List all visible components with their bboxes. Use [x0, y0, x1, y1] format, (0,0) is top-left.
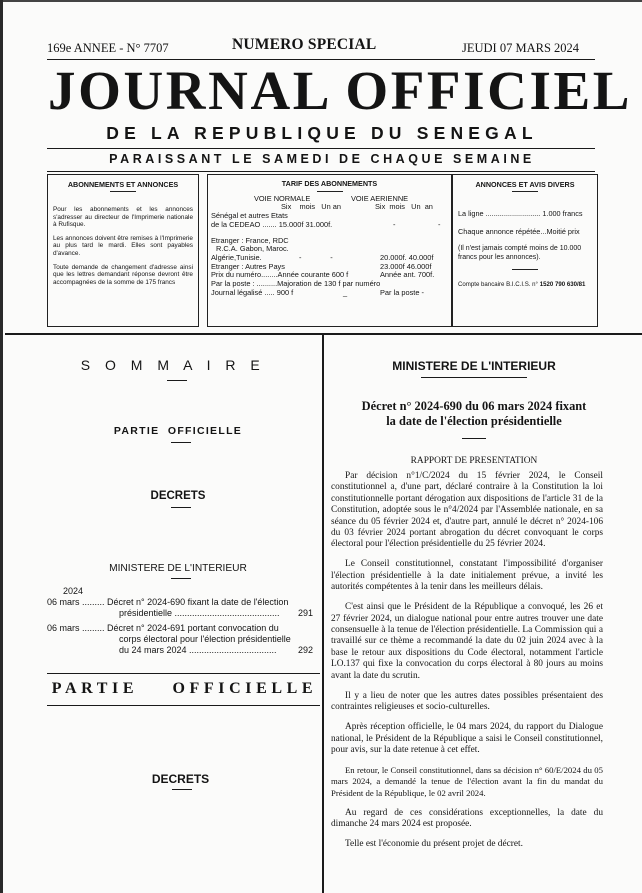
partie-rule-bottom [47, 705, 320, 706]
tarif-autres-aerienne: 23.000f 46.000f [380, 261, 432, 271]
tarif-subheader-normal: Six mois Un an [281, 202, 341, 212]
tarif-row-etranger: Etranger : France, RDC [211, 235, 289, 245]
issue-number: 169e ANNEE - N° 7707 [47, 41, 169, 55]
decrets-summary: DECRETS [150, 490, 206, 502]
annonce-ligne-price: La ligne ........................... 1.000 francs [458, 209, 583, 218]
ministere-summary: MINISTERE DE L'INTERIEUR [109, 563, 247, 574]
tarif-algerie-normal: - - [299, 252, 333, 262]
issue-date: JEUDI 07 MARS 2024 [462, 41, 580, 55]
sommaire-dash [167, 380, 187, 381]
tarif-subheader-aerienne: Six mois Un an [375, 202, 433, 212]
paragraph-4: Il y a lieu de noter que les autres dates possibles présentaient des contraintes religieuses et socio-culturelles. [331, 690, 603, 713]
top-border [0, 0, 642, 2]
tarif-row-prix: Prix du numéro........Année courante 600 f [211, 270, 349, 280]
annonces-box [452, 174, 598, 327]
decret-title-line-2: la date de l'élection présidentielle [386, 414, 562, 428]
partie-dash [171, 442, 191, 443]
abonnements-text-2: Les annonces doivent être remises à l'Imprimerie au plus tard le mardi. Elles sont payables d'avance. [53, 234, 193, 257]
entry-2-line-2: corps électoral pour l'élection présidentielle [119, 634, 291, 644]
ministere-heading-rule [421, 377, 527, 378]
abonnements-text-1: Pour les abonnements et les annonces s'adresser au directeur de l'Imprimerie nationale à Rufisque. [53, 206, 193, 229]
decrets-heading: DECRETS [151, 772, 210, 786]
tarif-col-normal: VOIE NORMALE [254, 193, 311, 203]
compte-bancaire [458, 281, 592, 288]
main-top-rule [5, 333, 642, 335]
tarif-heading: TARIF DES ABONNEMENTS [281, 179, 378, 188]
paragraph-8: Telle est l'économie du présent projet de décret. [345, 839, 523, 850]
decret-title-line-1: Décret n° 2024-690 du 06 mars 2024 fixant [361, 399, 587, 413]
entry-1-date: 06 mars ......... [47, 597, 105, 607]
paragraph-3: C'est ainsi que le Président de la République a convoqué, les 26 et 27 février 2024, un dialogue national pour entre autres trouver une date consensuelle à la tenue de l'élection présidentielle. La Commission qui a travaillé sur ce thème a recommandé la date du 02 juin 2024 avec à la base le retour aux dispositions du Code électoral, notamment l'article LO.137 qui fixe la convocation du corps électoral à 80 jours au moins avant la date du scrutin. [331, 602, 603, 681]
decret-title-dash [462, 438, 486, 439]
paragraph-2: Le Conseil constitutionnel, constatant l'impossibilité d'organiser l'élection présidentielle à la date initialement prévue, a invité les autorités compétentes à la tenir dans les meilleurs délais. [331, 559, 603, 593]
compte-bancaire-label: Compte bancaire B.I.C.I.S. n° [458, 281, 540, 289]
heading-dash [317, 191, 343, 192]
tarif-row-legalise: Journal légalisé ..... 900 f [211, 287, 294, 297]
tarif-row-poste: Par la poste : ..........Majoration de 130 f par numéro [211, 279, 381, 289]
tarif-row-cedeao: de la CEDEAO ....... 15.000f 31.000f. [211, 219, 333, 229]
entry-1-page: 291 [298, 608, 314, 618]
journal-subtitle: DE LA REPUBLIQUE DU SENEGAL [106, 123, 538, 143]
entry-2-page: 292 [298, 645, 314, 655]
abonnements-box [47, 174, 199, 327]
entry-1-line-2: présidentielle .......................................... [119, 608, 280, 618]
tarif-cedeao-aer-1y: - [438, 219, 441, 229]
publication-frequency: PARAISSANT LE SAMEDI DE CHAQUE SEMAINE [109, 152, 535, 166]
journal-title: JOURNAL OFFICIEL [48, 60, 633, 121]
tarif-prix-anterieure: Année ant. 700f. [380, 270, 435, 280]
special-issue-label: NUMERO SPECIAL [232, 36, 377, 53]
tarif-col-aerienne: VOIE AERIENNE [351, 193, 409, 203]
entry-2-date: 06 mars ......... [47, 623, 105, 633]
paragraph-7: Au regard de ces considérations exceptionnelles, la date du dimanche 24 mars 2024 est proposée. [331, 807, 603, 830]
paragraph-1: Par décision n°1/C/2024 du 15 février 2024, le Conseil constitutionnel a, d'une part, déclaré contraire à la Constitution la loi constitutionnelle portant dérogation aux dispositions de l'article 31 de la Constitution, adoptée sous le n°4/2024 par l'Assemblée nationale, en sa séance du 05 février 2024 et, d'autre part, annulé le décret n° 2024-106 du 03 février 2024 portant abrogation du décret convoquant le corps électoral pour l'élection présidentielle du 25 février 2024. [331, 471, 603, 550]
subtitle-rule [47, 148, 595, 149]
abonnements-text-3: Toute demande de changement d'adresse ainsi que les lettres demandant réponse devront être accompagnées de la somme de 175 francs [53, 263, 193, 286]
tarif-row-senegal: Sénégal et autres Etats [211, 211, 288, 221]
paragraph-5: Après réception officielle, le 04 mars 2024, du rapport du Dialogue national, le Président de la République a saisi le Conseil constitutionnel, pour avis, sur la date retenue à cet effet. [331, 722, 603, 755]
ministere-dash [171, 578, 191, 579]
left-border [0, 0, 3, 893]
ministere-heading: MINISTERE DE L'INTERIEUR [392, 359, 556, 373]
column-divider [322, 333, 324, 893]
abonnements-heading: ABONNEMENTS ET ANNONCES [67, 180, 179, 189]
partie-officielle-heading: PARTIE OFFICIELLE [51, 680, 318, 697]
summary-year: 2024 [63, 586, 84, 596]
tarif-algerie-aerienne: 20.000f. 40.000f [380, 252, 434, 262]
partie-rule-top [47, 673, 320, 674]
annonce-repetee: Chaque annonce répétée...Moitié prix [458, 227, 580, 236]
decrets-heading-dash [172, 789, 192, 790]
decret-title [335, 399, 613, 429]
annonce-minimum-note: (Il n'est jamais compté moins de 10.000 francs pour les annonces). [458, 245, 582, 261]
tarif-row-autres: Etranger : Autres Pays [211, 261, 285, 271]
tarif-row-algerie: Algérie,Tunisie. [211, 252, 262, 262]
decrets-dash [171, 507, 191, 508]
partie-officielle-summary: PARTIE OFFICIELLE [113, 425, 243, 437]
compte-bancaire-number: 1520 790 630/81 [539, 281, 586, 289]
rapport-body [331, 471, 603, 859]
paragraph-6: En retour, le Conseil constitutionnel, dans sa décision n° 60/E/2024 du 05 mars 2024, a demandé la tenue de l'élection avant la fin du mandat du Président de la République, le 02 avril 2024. [331, 764, 603, 798]
tarif-box [207, 174, 452, 327]
tarif-row-rca: R.C.A. Gabon, Maroc. [216, 244, 289, 254]
tarif-legalise-poste: Par la poste - [380, 287, 424, 297]
tarif-cedeao-aer-6m: - [393, 219, 396, 229]
frequency-rule [47, 171, 595, 172]
tarif-legalise-dash: _ [343, 287, 348, 297]
entry-2-line-3: du 24 mars 2024 ................................... [119, 645, 277, 655]
entry-1-line-1: Décret n° 2024-690 fixant la date de l'élection [107, 597, 289, 607]
annonces-heading: ANNONCES ET AVIS DIVERS [475, 180, 575, 189]
rapport-heading: RAPPORT DE PRESENTATION [410, 456, 538, 466]
entry-2-line-1: Décret n° 2024-691 portant convocation du [107, 623, 279, 633]
sommaire-heading: S O M M A I R E [80, 357, 266, 373]
